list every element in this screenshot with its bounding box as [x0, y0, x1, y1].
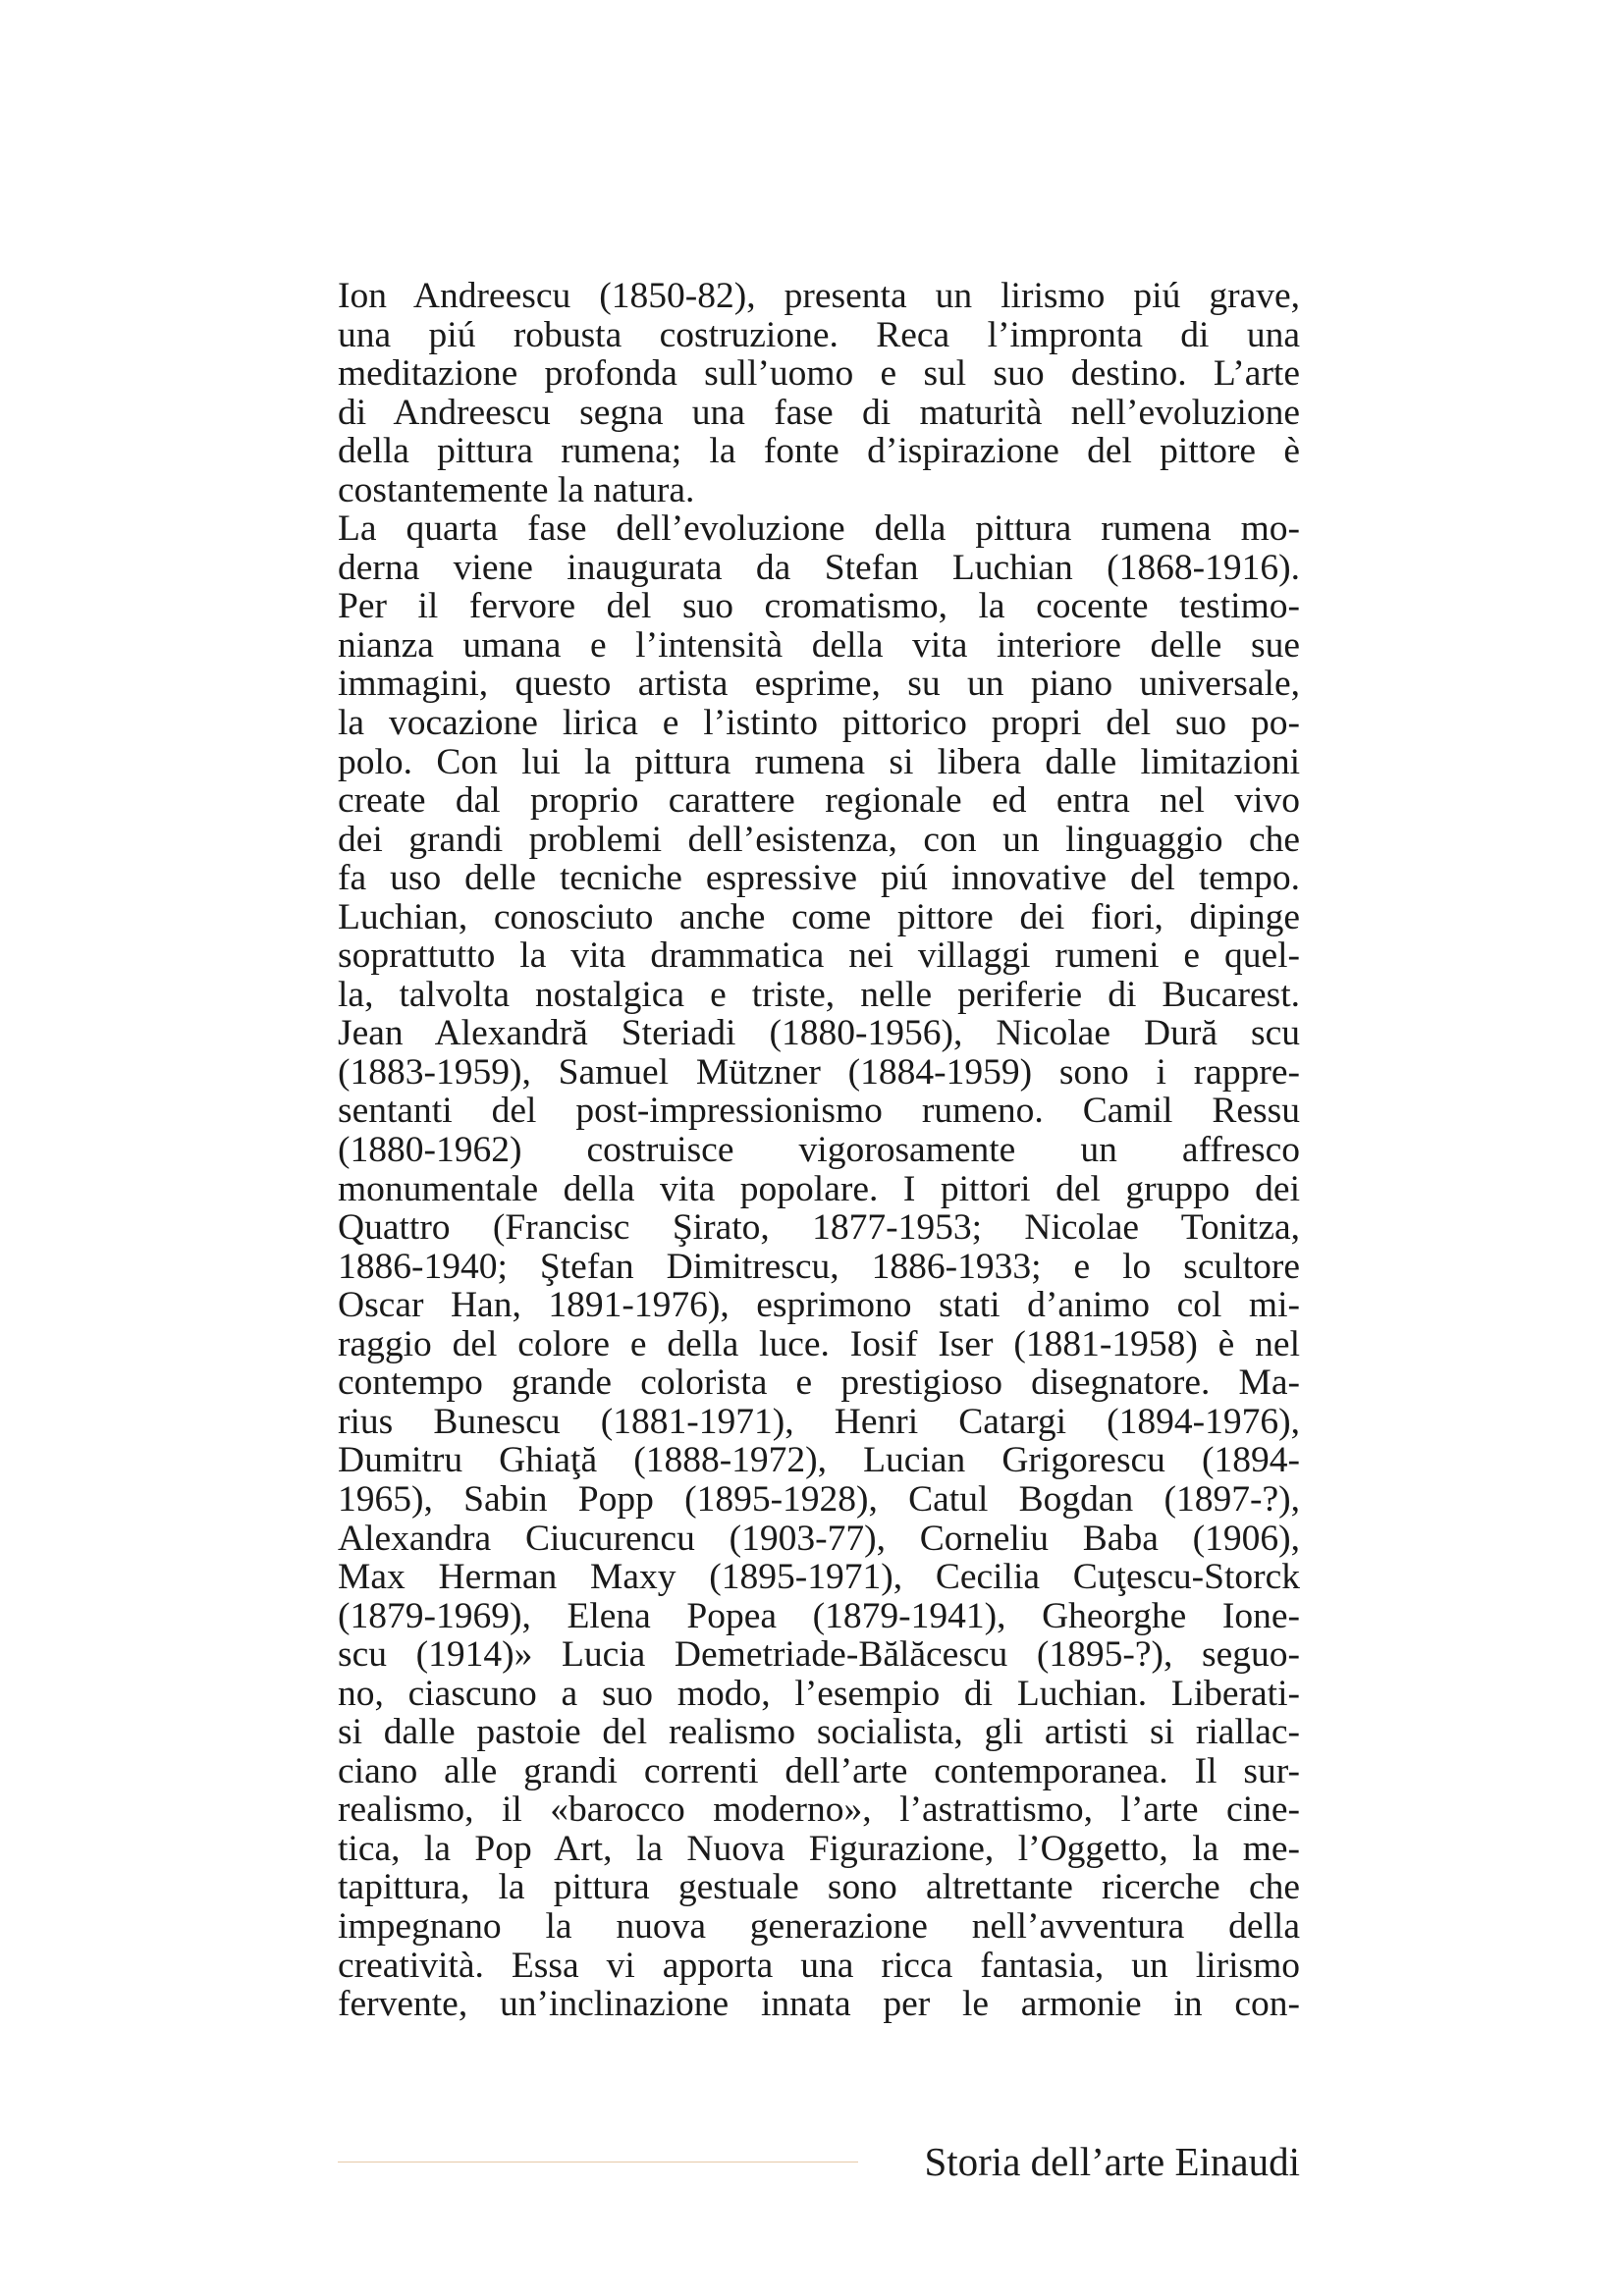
text-line: meditazione profonda sull’uomo e sul suo destino. L’arte [338, 353, 1300, 395]
text-line: Dumitru Ghiaţă (1888-1972), Lucian Grigorescu (1894- [338, 1440, 1300, 1481]
text-line: rius Bunescu (1881-1971), Henri Catargi (1894-1976), [338, 1401, 1300, 1442]
text-line: creatività. Essa vi apporta una ricca fantasia, un lirismo [338, 1945, 1300, 1986]
text-line: tapittura, la pittura gestuale sono altrettante ricerche che [338, 1867, 1300, 1908]
text-line: Ion Andreescu (1850-82), presenta un lirismo piú grave, [338, 276, 1300, 316]
text-line: nianza umana e l’intensità della vita interiore delle sue [338, 624, 1300, 666]
text-line: Jean Alexandră Steriadi (1880-1956), Nicolae Dură scu [338, 1013, 1300, 1054]
text-line: create dal proprio carattere regionale ed entra nel vivo [338, 780, 1300, 822]
text-line: Per il fervore del suo cromatismo, la cocente testimo- [338, 586, 1300, 627]
text-line: impegnano la nuova generazione nell’avventura della [338, 1905, 1300, 1947]
text-line: Oscar Han, 1891-1976), esprimono stati d’animo col mi- [338, 1285, 1300, 1326]
text-line: raggio del colore e della luce. Iosif Iser (1881-1958) è nel [338, 1323, 1300, 1364]
text-line: contempo grande colorista e prestigioso disegnatore. Ma- [338, 1362, 1300, 1404]
text-line: (1880-1962) costruisce vigorosamente un affresco [338, 1130, 1300, 1171]
text-line: Quattro (Francisc Şirato, 1877-1953; Nicolae Tonitza, [338, 1207, 1300, 1249]
body-text [338, 277, 1300, 2024]
text-line: realismo, il «barocco moderno», l’astrattismo, l’arte cine- [338, 1789, 1300, 1831]
text-line: tica, la Pop Art, la Nuova Figurazione, l’Oggetto, la me- [338, 1828, 1300, 1869]
text-line: di Andreescu segna una fase di maturità nell’evoluzione [338, 392, 1300, 433]
text-line: 1965), Sabin Popp (1895-1928), Catul Bogdan (1897-?), [338, 1478, 1300, 1520]
footer-book-title: Storia dell’arte Einaudi [924, 2139, 1300, 2184]
text-line: no, ciascuno a suo modo, l’esempio di Luchian. Liberati- [338, 1673, 1300, 1714]
text-line: Max Herman Maxy (1895-1971), Cecilia Cuţescu-Storck [338, 1557, 1300, 1598]
text-line: fa uso delle tecniche espressive piú innovative del tempo. [338, 858, 1300, 899]
text-line: soprattutto la vita drammatica nei villaggi rumeni e quel- [338, 935, 1300, 977]
text-line: monumentale della vita popolare. I pittori del gruppo dei [338, 1168, 1300, 1209]
footer-divider [338, 2162, 858, 2163]
text-line: La quarta fase dell’evoluzione della pittura rumena mo- [338, 508, 1300, 550]
text-line: derna viene inaugurata da Stefan Luchian (1868-1916). [338, 547, 1300, 588]
text-line: 1886-1940; Ştefan Dimitrescu, 1886-1933; e lo scultore [338, 1246, 1300, 1287]
text-line: la, talvolta nostalgica e triste, nelle periferie di Bucarest. [338, 974, 1300, 1015]
text-line: della pittura rumena; la fonte d’ispirazione del pittore è [338, 431, 1300, 472]
text-line: (1879-1969), Elena Popea (1879-1941), Gheorghe Ione- [338, 1595, 1300, 1636]
text-line: immagini, questo artista esprime, su un piano universale, [338, 664, 1300, 705]
text-line: Luchian, conosciuto anche come pittore dei fiori, dipinge [338, 896, 1300, 937]
text-line: costantemente la natura. [338, 469, 695, 510]
text-line: sentanti del post-impressionismo rumeno. Camil Ressu [338, 1091, 1300, 1132]
text-line: fervente, un’inclinazione innata per le armonie in con- [338, 1984, 1300, 2025]
text-line: scu (1914)» Lucia Demetriade-Bălăcescu (1895-?), seguo- [338, 1634, 1300, 1676]
text-line: (1883-1959), Samuel Mützner (1884-1959) sono i rappre- [338, 1051, 1300, 1093]
text-line: ciano alle grandi correnti dell’arte contemporanea. Il sur- [338, 1750, 1300, 1791]
text-line: una piú robusta costruzione. Reca l’impronta di una [338, 314, 1300, 355]
text-line: si dalle pastoie del realismo socialista, gli artisti si riallac- [338, 1712, 1300, 1753]
text-line: Alexandra Ciucurencu (1903-77), Corneliu Baba (1906), [338, 1518, 1300, 1559]
text-line: la vocazione lirica e l’istinto pittorico propri del suo po- [338, 703, 1300, 744]
text-line: dei grandi problemi dell’esistenza, con un linguaggio che [338, 819, 1300, 860]
text-line: polo. Con lui la pittura rumena si libera dalle limitazioni [338, 741, 1300, 782]
